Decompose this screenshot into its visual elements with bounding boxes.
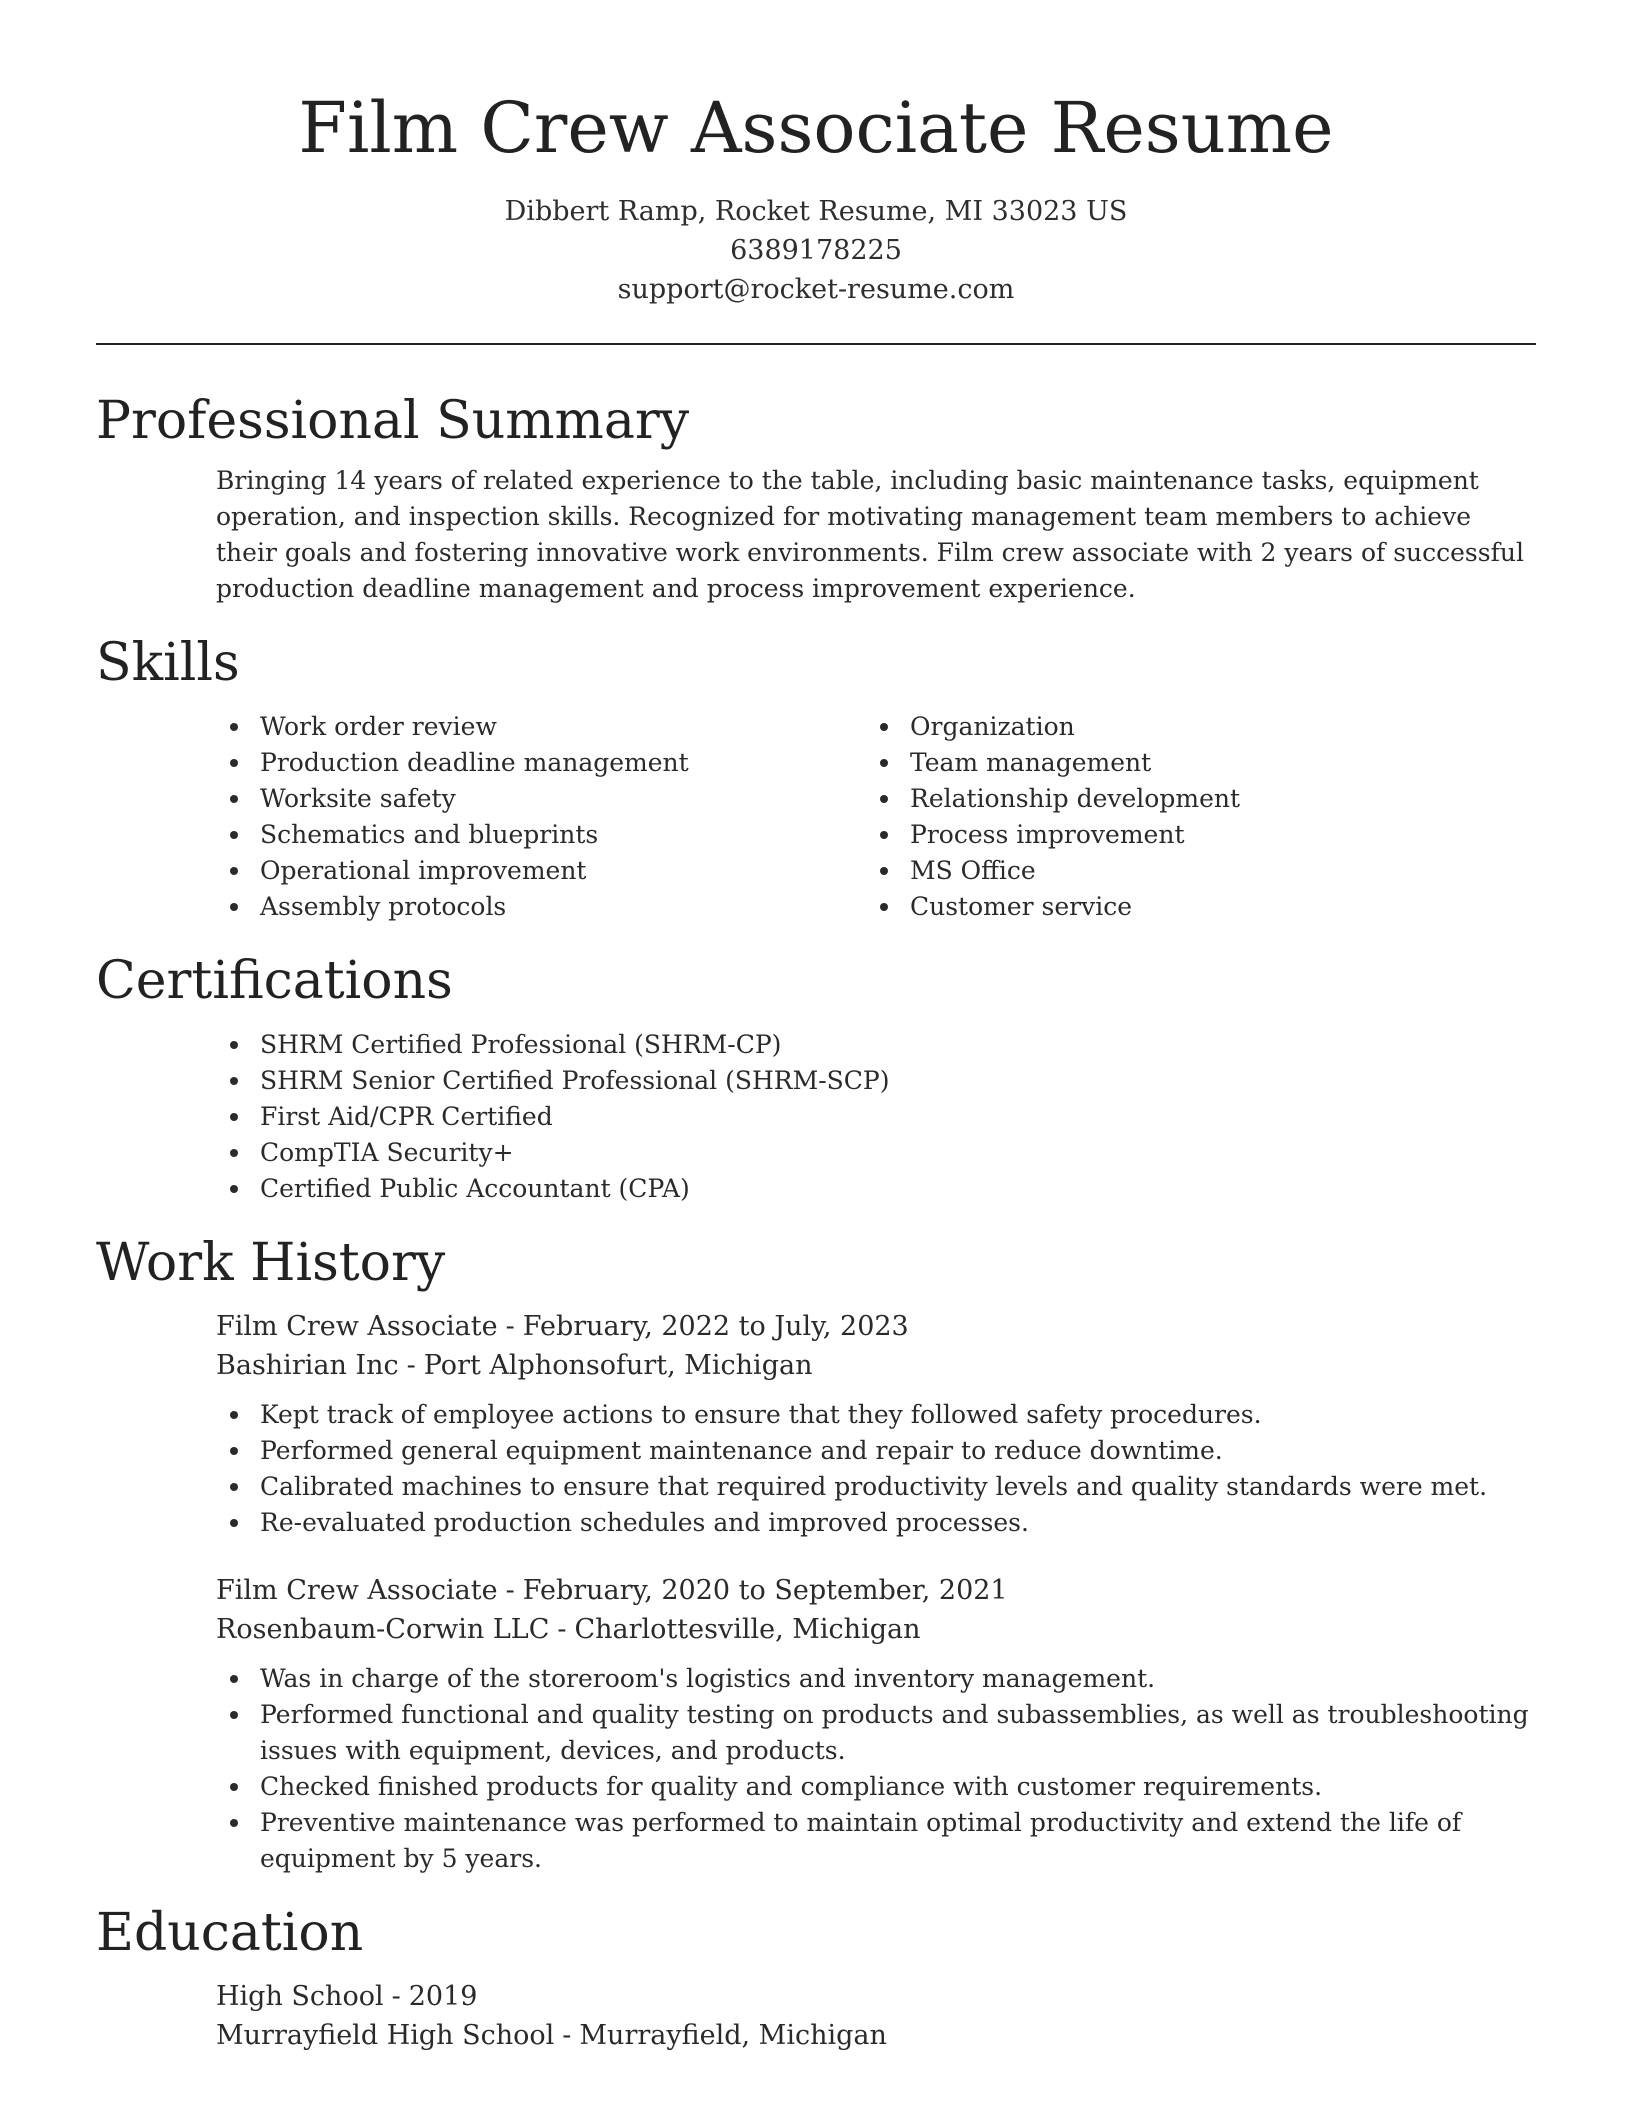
list-item: Re-evaluated production schedules and improved processes. bbox=[260, 1505, 1536, 1541]
list-item: CompTIA Security+ bbox=[260, 1135, 1536, 1171]
job-role: Film Crew Associate bbox=[216, 1575, 498, 1606]
work-history-section bbox=[96, 1231, 1536, 1877]
job-location: Port Alphonsofurt, Michigan bbox=[423, 1350, 813, 1381]
job-role: Film Crew Associate bbox=[216, 1311, 498, 1342]
list-item: Kept track of employee actions to ensure that they followed safety procedures. bbox=[260, 1397, 1536, 1433]
separator: - bbox=[505, 1311, 515, 1342]
skills-heading: Skills bbox=[96, 633, 240, 693]
list-item: Work order review bbox=[260, 709, 866, 745]
list-item: Was in charge of the storeroom's logistics and inventory management. bbox=[260, 1661, 1536, 1697]
summary-heading: Professional Summary bbox=[96, 391, 690, 451]
list-item: Assembly protocols bbox=[260, 889, 866, 925]
graduation-year: 2019 bbox=[408, 1981, 478, 2012]
education-heading: Education bbox=[96, 1903, 364, 1963]
education-entry bbox=[216, 1977, 1536, 2055]
job-entry bbox=[216, 1571, 1536, 1877]
certifications-list bbox=[216, 1027, 1536, 1207]
degree-line bbox=[216, 1977, 1536, 2016]
job-dates: February, 2020 to September, 2021 bbox=[522, 1575, 1008, 1606]
list-item: Worksite safety bbox=[260, 781, 866, 817]
job-company-line bbox=[216, 1346, 1536, 1385]
certifications-section bbox=[96, 949, 1536, 1207]
list-item: MS Office bbox=[910, 853, 1516, 889]
job-company: Rosenbaum-Corwin LLC bbox=[216, 1614, 550, 1645]
job-entry bbox=[216, 1307, 1536, 1541]
summary-section bbox=[96, 389, 1536, 607]
separator: - bbox=[505, 1575, 515, 1606]
phone: 6389178225 bbox=[730, 235, 902, 266]
list-item: Preventive maintenance was performed to maintain optimal productivity and extend the life of equipment by 5 years. bbox=[260, 1805, 1536, 1877]
resume-title: Film Crew Associate Resume bbox=[298, 87, 1334, 169]
education-section bbox=[96, 1901, 1536, 2055]
list-item: Performed functional and quality testing on products and subassemblies, as well as troubleshooting issues with equipment, devices, and products. bbox=[260, 1697, 1536, 1769]
list-item: Organization bbox=[910, 709, 1516, 745]
separator: - bbox=[562, 2020, 572, 2051]
degree: High School bbox=[216, 1981, 384, 2012]
list-item: Performed general equipment maintenance and repair to reduce downtime. bbox=[260, 1433, 1536, 1469]
summary-text: Bringing 14 years of related experience to the table, including basic maintenance tasks, equipment operation, and inspection skills. Recognized for motivating management team members to achieve their goals and fostering innovative work environments. Film crew associate with 2 years of successful production deadline management and process improvement experience. bbox=[216, 466, 1524, 603]
skills-section bbox=[96, 631, 1536, 925]
list-item: Checked finished products for quality and compliance with customer requirements. bbox=[260, 1769, 1536, 1805]
job-duties bbox=[216, 1397, 1536, 1541]
work-history-heading: Work History bbox=[96, 1233, 446, 1293]
list-item: SHRM Certified Professional (SHRM-CP) bbox=[260, 1027, 1536, 1063]
job-heading bbox=[216, 1307, 1536, 1346]
separator: - bbox=[406, 1350, 416, 1381]
separator: - bbox=[557, 1614, 567, 1645]
list-item: Customer service bbox=[910, 889, 1516, 925]
job-location: Charlottesville, Michigan bbox=[574, 1614, 921, 1645]
email: support@rocket-resume.com bbox=[617, 274, 1015, 305]
separator: - bbox=[391, 1981, 401, 2012]
address: Dibbert Ramp, Rocket Resume, MI 33023 US bbox=[504, 196, 1128, 227]
contact-info bbox=[96, 192, 1536, 309]
skills-column-left bbox=[216, 709, 866, 925]
list-item: Operational improvement bbox=[260, 853, 866, 889]
job-dates: February, 2022 to July, 2023 bbox=[522, 1311, 909, 1342]
list-item: Certified Public Accountant (CPA) bbox=[260, 1171, 1536, 1207]
school-location: Murrayfield, Michigan bbox=[579, 2020, 887, 2051]
job-company: Bashirian Inc bbox=[216, 1350, 399, 1381]
list-item: First Aid/CPR Certified bbox=[260, 1099, 1536, 1135]
list-item: Relationship development bbox=[910, 781, 1516, 817]
school-name: Murrayfield High School bbox=[216, 2020, 555, 2051]
list-item: Production deadline management bbox=[260, 745, 866, 781]
list-item: Team management bbox=[910, 745, 1516, 781]
job-heading bbox=[216, 1571, 1536, 1610]
list-item: Schematics and blueprints bbox=[260, 817, 866, 853]
job-duties bbox=[216, 1661, 1536, 1877]
skills-list bbox=[216, 709, 1536, 925]
school-line bbox=[216, 2016, 1536, 2055]
job-company-line bbox=[216, 1610, 1536, 1649]
list-item: Calibrated machines to ensure that required productivity levels and quality standards were met. bbox=[260, 1469, 1536, 1505]
header-divider bbox=[96, 343, 1536, 345]
certifications-heading: Certifications bbox=[96, 951, 453, 1011]
list-item: SHRM Senior Certified Professional (SHRM-SCP) bbox=[260, 1063, 1536, 1099]
resume-page bbox=[96, 0, 1536, 2055]
resume-header bbox=[96, 0, 1536, 309]
list-item: Process improvement bbox=[910, 817, 1516, 853]
skills-column-right bbox=[866, 709, 1516, 925]
